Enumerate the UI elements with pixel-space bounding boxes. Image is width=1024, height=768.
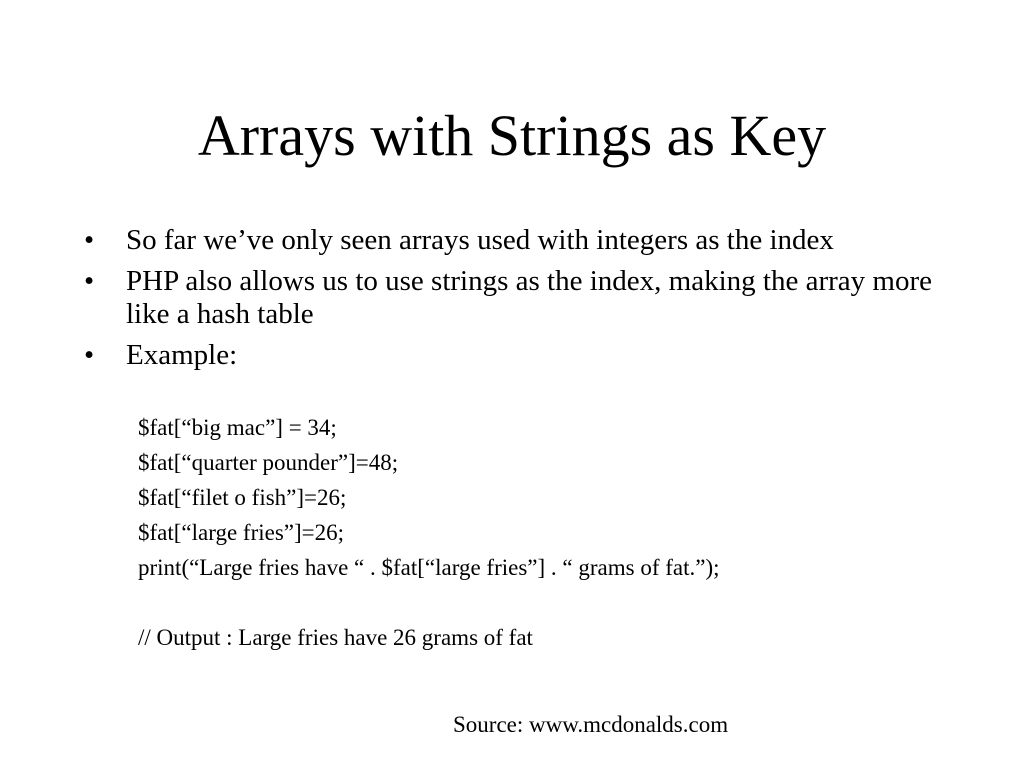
slide-title: Arrays with Strings as Key [197,103,827,168]
code-line: $fat[“big mac”] = 34; [138,415,337,440]
code-line: print(“Large fries have “ . $fat[“large fries”] . “ grams of fat.”); [138,555,720,580]
bullet-text: Example: [126,339,238,371]
code-example [138,410,978,655]
bullet-icon: • [84,339,95,371]
bullet-item [84,224,944,257]
code-spacer [138,585,978,620]
code-line: $fat[“large fries”]=26; [138,520,345,545]
bullet-item [84,265,944,331]
source-note: Source: www.mcdonalds.com [453,712,729,737]
bullet-list [84,224,944,380]
code-line: $fat[“filet o fish”]=26; [138,485,347,510]
bullet-text: So far we’ve only seen arrays used with integers as the index [126,224,834,256]
code-line: $fat[“quarter pounder”]=48; [138,450,399,475]
bullet-icon: • [84,224,95,256]
bullet-text: PHP also allows us to use strings as the index, making the array more like a hash table [126,265,932,330]
bullet-icon: • [84,265,95,297]
bullet-item [84,339,944,372]
output-comment: // Output : Large fries have 26 grams of fat [138,625,533,650]
